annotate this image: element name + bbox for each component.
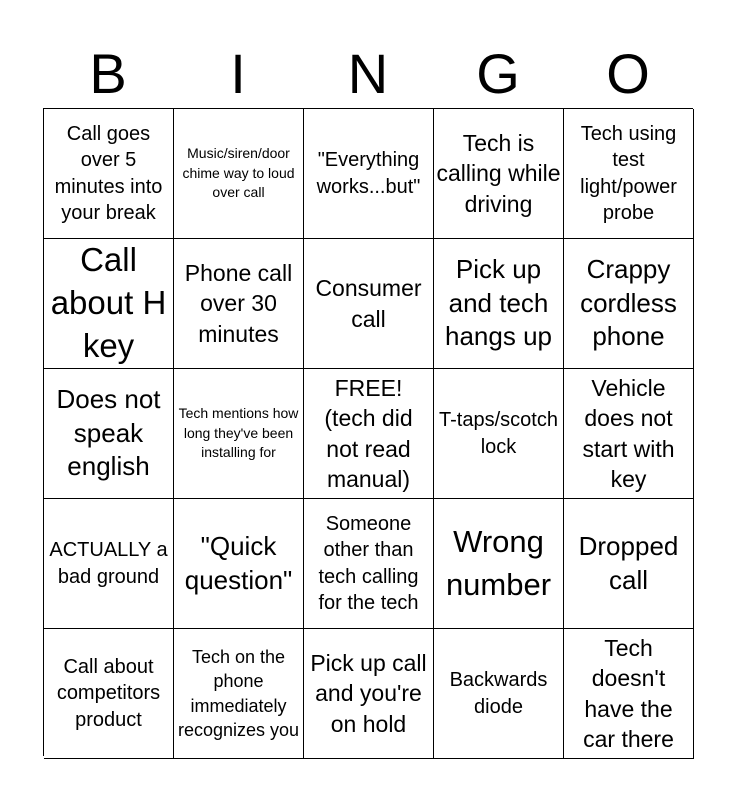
bingo-cell[interactable] — [564, 629, 694, 759]
cell-text: Wrong number — [445, 523, 552, 602]
bingo-header — [43, 40, 693, 108]
header-letter-i: I — [230, 42, 246, 105]
cell-text: Dropped call — [578, 530, 679, 595]
cell-text: FREE! (tech did not read manual) — [324, 374, 413, 492]
bingo-cell[interactable] — [174, 629, 304, 759]
bingo-cell[interactable] — [434, 369, 564, 499]
bingo-cell[interactable] — [434, 239, 564, 369]
cell-text: Tech mentions how long they've been installing for — [178, 405, 299, 461]
bingo-cell[interactable] — [44, 369, 174, 499]
cell-text: Pick up call and you're on hold — [310, 649, 427, 737]
cell-text: Tech on the phone immediately recognizes you — [177, 646, 300, 740]
cell-text: Pick up and tech hangs up — [445, 253, 552, 352]
bingo-cell[interactable] — [564, 109, 694, 239]
cell-text: Music/siren/door chime way to loud over call — [182, 145, 295, 201]
bingo-cell[interactable] — [564, 239, 694, 369]
bingo-cell[interactable] — [44, 239, 174, 369]
cell-text: Vehicle does not start with key — [582, 374, 675, 492]
cell-text: Consumer call — [315, 275, 422, 332]
cell-text: Tech doesn't have the car there — [583, 634, 674, 752]
bingo-cell[interactable] — [434, 109, 564, 239]
bingo-cell[interactable] — [44, 109, 174, 239]
cell-text: Tech is calling while driving — [436, 129, 561, 217]
bingo-cell[interactable] — [304, 369, 434, 499]
bingo-cell[interactable] — [174, 239, 304, 369]
bingo-cell[interactable] — [304, 499, 434, 629]
cell-text: Does not speak english — [56, 383, 161, 482]
bingo-cell[interactable] — [434, 629, 564, 759]
bingo-cell[interactable] — [174, 369, 304, 499]
bingo-cell[interactable] — [174, 109, 304, 239]
cell-text: T-taps/scotch lock — [439, 409, 558, 458]
bingo-cell[interactable] — [304, 109, 434, 239]
bingo-cell[interactable] — [564, 499, 694, 629]
bingo-cell[interactable] — [44, 629, 174, 759]
bingo-cell[interactable] — [44, 499, 174, 629]
header-letter-g: G — [476, 42, 520, 105]
cell-text: Call about H key — [50, 241, 167, 364]
cell-text: Call goes over 5 minutes into your break — [54, 122, 163, 224]
cell-text: "Everything works...but" — [316, 149, 421, 198]
cell-text: ACTUALLY a bad ground — [49, 539, 168, 588]
cell-text: Backwards diode — [449, 669, 548, 718]
bingo-board — [43, 108, 693, 756]
cell-text: Call about competitors product — [56, 655, 161, 731]
bingo-cell[interactable] — [174, 499, 304, 629]
cell-text: Phone call over 30 minutes — [184, 259, 293, 347]
bingo-cell[interactable] — [564, 369, 694, 499]
bingo-cell[interactable] — [304, 629, 434, 759]
cell-text: Someone other than tech calling for the tech — [318, 512, 419, 614]
bingo-cell[interactable] — [304, 239, 434, 369]
bingo-cell[interactable] — [434, 499, 564, 629]
header-letter-b: B — [89, 42, 127, 105]
cell-text: Crappy cordless phone — [580, 253, 677, 352]
header-letter-n: N — [347, 42, 389, 105]
header-letter-o: O — [606, 42, 650, 105]
cell-text: Tech using test light/power probe — [580, 122, 677, 224]
cell-text: "Quick question" — [184, 530, 293, 595]
